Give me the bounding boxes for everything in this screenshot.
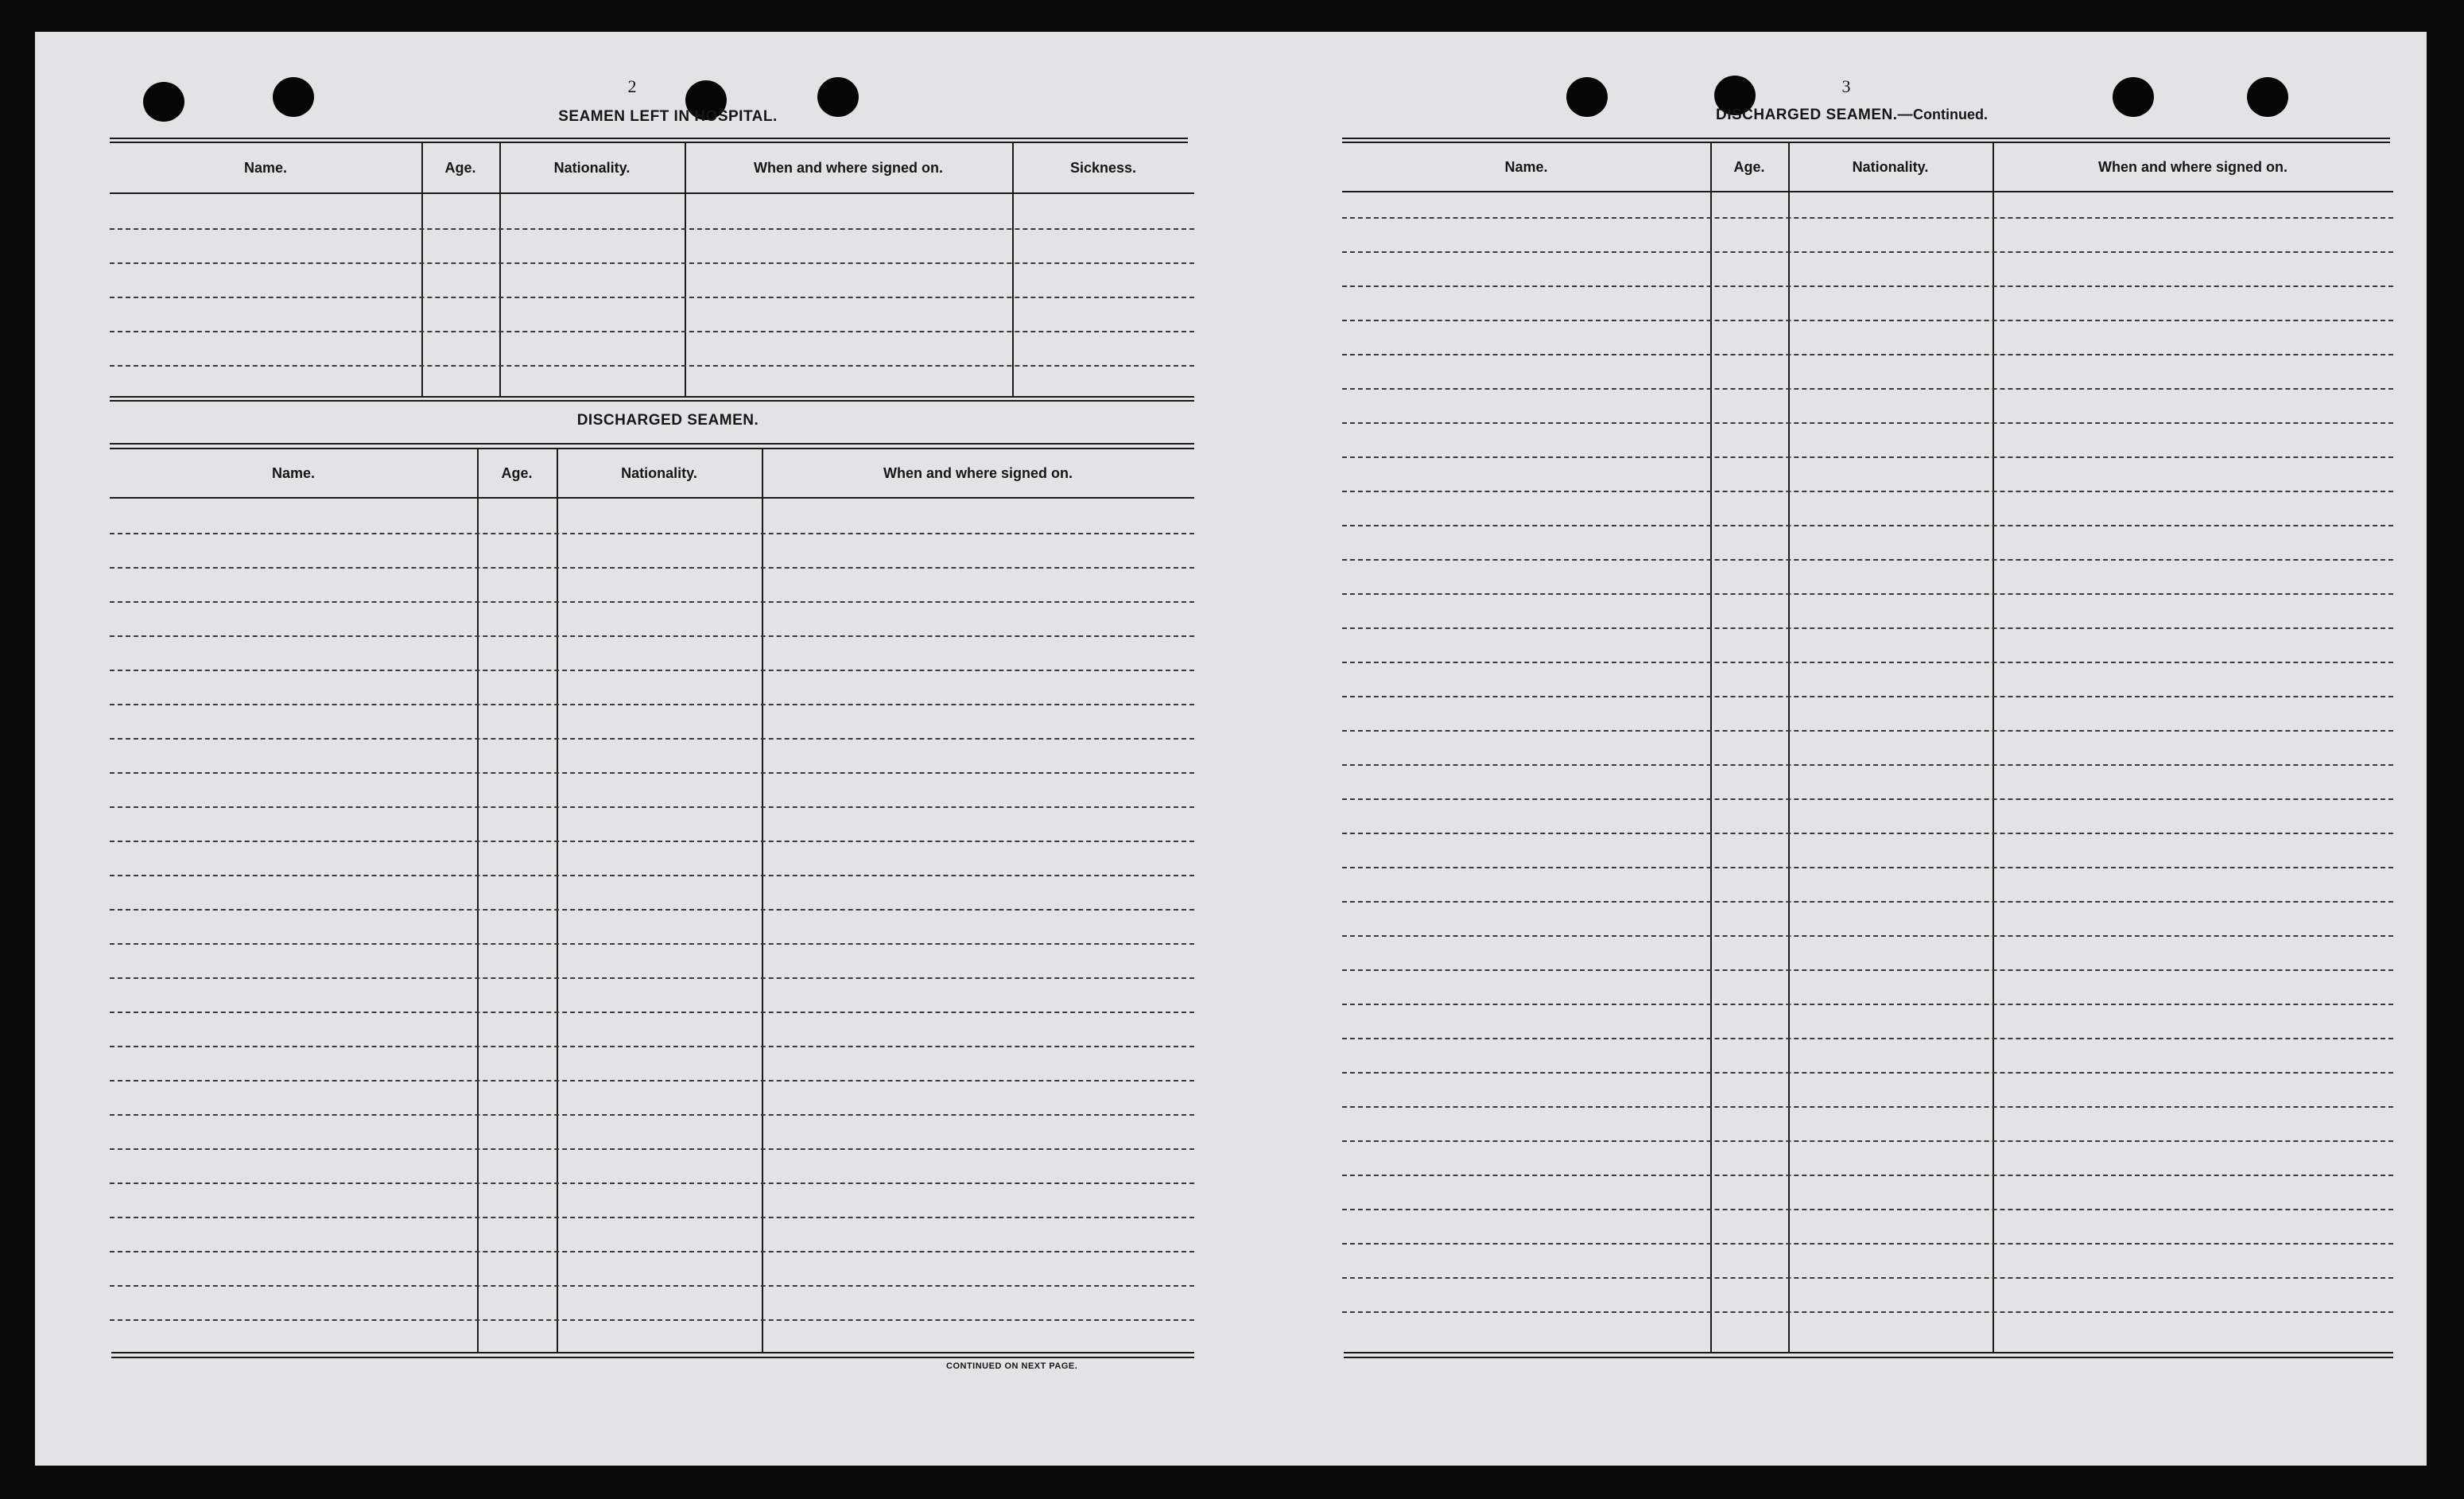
column-header-age: Age. xyxy=(1733,158,1765,175)
table-row xyxy=(1342,491,2393,492)
punch-hole-icon xyxy=(273,77,314,117)
table-row xyxy=(110,635,1194,637)
top-rule xyxy=(110,443,1194,445)
table-row xyxy=(110,909,1194,911)
hospital-section-title: SEAMEN LEFT IN HOSPITAL. xyxy=(558,108,778,125)
table-row xyxy=(1342,422,2393,424)
table-row xyxy=(1342,1311,2393,1313)
page-number: 2 xyxy=(627,76,637,96)
table-row xyxy=(110,670,1194,671)
discharged-continued-title xyxy=(1661,107,2043,124)
table-row xyxy=(1342,1072,2393,1074)
table-row xyxy=(110,1251,1194,1252)
column-divider xyxy=(1993,143,1994,1352)
right-page xyxy=(1240,32,2427,1466)
column-divider xyxy=(1012,143,1014,396)
column-header-name: Name. xyxy=(243,159,288,176)
table-row xyxy=(110,875,1194,876)
table-row xyxy=(1342,867,2393,868)
table-row xyxy=(110,977,1194,979)
table-row xyxy=(110,1285,1194,1287)
table-row xyxy=(110,772,1194,774)
table-row xyxy=(1342,525,2393,526)
table-header xyxy=(110,143,1194,194)
left-page xyxy=(35,32,1240,1466)
column-header-signed-on: When and where signed on. xyxy=(2097,158,2288,175)
column-divider xyxy=(499,143,501,396)
table-header xyxy=(1342,143,2393,192)
table-row xyxy=(1342,1175,2393,1176)
table-row xyxy=(110,1148,1194,1150)
table-row xyxy=(110,943,1194,945)
column-divider xyxy=(1710,143,1712,1352)
table-row xyxy=(110,228,1194,230)
table-row xyxy=(110,738,1194,740)
table-row xyxy=(1342,901,2393,903)
table-row xyxy=(1342,1038,2393,1039)
table-header xyxy=(110,449,1194,499)
table-row xyxy=(110,1080,1194,1082)
bottom-rule xyxy=(1344,1352,2393,1353)
table-row xyxy=(1342,1106,2393,1108)
table-row xyxy=(1342,354,2393,355)
table-row xyxy=(110,704,1194,705)
column-divider xyxy=(685,143,686,396)
section-rule xyxy=(110,396,1194,398)
column-header-signed-on: When and where signed on. xyxy=(753,159,944,176)
page-number: 3 xyxy=(1841,76,1851,96)
column-header-name: Name. xyxy=(1504,158,1548,175)
table-row xyxy=(1342,662,2393,663)
table-row xyxy=(110,601,1194,603)
table-row xyxy=(1342,320,2393,321)
column-header-nationality: Nationality. xyxy=(553,159,631,176)
column-header-nationality: Nationality. xyxy=(1852,158,1929,175)
table-row xyxy=(110,1046,1194,1047)
table-row xyxy=(110,262,1194,264)
column-header-sickness: Sickness. xyxy=(1069,159,1137,176)
punch-hole-icon xyxy=(2113,77,2154,117)
table-row xyxy=(1342,969,2393,971)
bottom-rule xyxy=(111,1352,1194,1353)
table-row xyxy=(1342,559,2393,561)
column-header-signed-on: When and where signed on. xyxy=(883,464,1073,481)
table-row xyxy=(1342,627,2393,629)
table-row xyxy=(110,365,1194,367)
column-header-age: Age. xyxy=(501,464,533,481)
continued-note: CONTINUED ON NEXT PAGE. xyxy=(946,1361,1078,1371)
ledger-sheet xyxy=(35,32,2427,1466)
table-row xyxy=(1342,1209,2393,1210)
table-row xyxy=(110,1183,1194,1184)
discharged-table xyxy=(110,449,1194,1352)
table-row xyxy=(1342,1277,2393,1279)
table-row xyxy=(110,1319,1194,1321)
top-rule xyxy=(1342,138,2390,139)
table-row xyxy=(110,533,1194,534)
table-row xyxy=(1342,1004,2393,1005)
discharged-continued-table xyxy=(1342,143,2393,1352)
bottom-rule xyxy=(1344,1357,2393,1358)
punch-hole-icon xyxy=(2247,77,2288,117)
hospital-table xyxy=(110,143,1194,396)
column-header-age: Age. xyxy=(444,159,476,176)
column-header-name: Name. xyxy=(271,464,316,481)
table-row xyxy=(1342,285,2393,287)
table-row xyxy=(110,1114,1194,1116)
table-row xyxy=(1342,764,2393,766)
table-row xyxy=(1342,251,2393,253)
title-main: DISCHARGED SEAMEN.— xyxy=(1715,107,1914,123)
punch-hole-icon xyxy=(143,82,184,122)
column-divider xyxy=(421,143,423,396)
table-row xyxy=(1342,833,2393,834)
table-row xyxy=(1342,456,2393,458)
column-divider xyxy=(1788,143,1790,1352)
punch-hole-icon xyxy=(1566,77,1608,117)
column-header-nationality: Nationality. xyxy=(621,464,697,481)
table-row xyxy=(1342,696,2393,697)
table-row xyxy=(1342,1243,2393,1245)
table-row xyxy=(110,297,1194,298)
table-row xyxy=(1342,1140,2393,1142)
table-row xyxy=(110,331,1194,332)
table-row xyxy=(1342,730,2393,732)
section-rule xyxy=(110,400,1194,402)
bottom-rule xyxy=(111,1357,1194,1358)
table-row xyxy=(110,806,1194,808)
table-row xyxy=(1342,593,2393,595)
table-row xyxy=(110,1217,1194,1218)
discharged-section-title: DISCHARGED SEAMEN. xyxy=(576,412,759,429)
table-row xyxy=(1342,217,2393,219)
table-row xyxy=(110,841,1194,842)
title-continued: Continued. xyxy=(1913,107,1989,122)
table-row xyxy=(1342,388,2393,390)
table-row xyxy=(110,1012,1194,1013)
table-row xyxy=(1342,798,2393,800)
table-row xyxy=(110,567,1194,569)
top-rule xyxy=(110,138,1188,139)
table-row xyxy=(1342,935,2393,937)
